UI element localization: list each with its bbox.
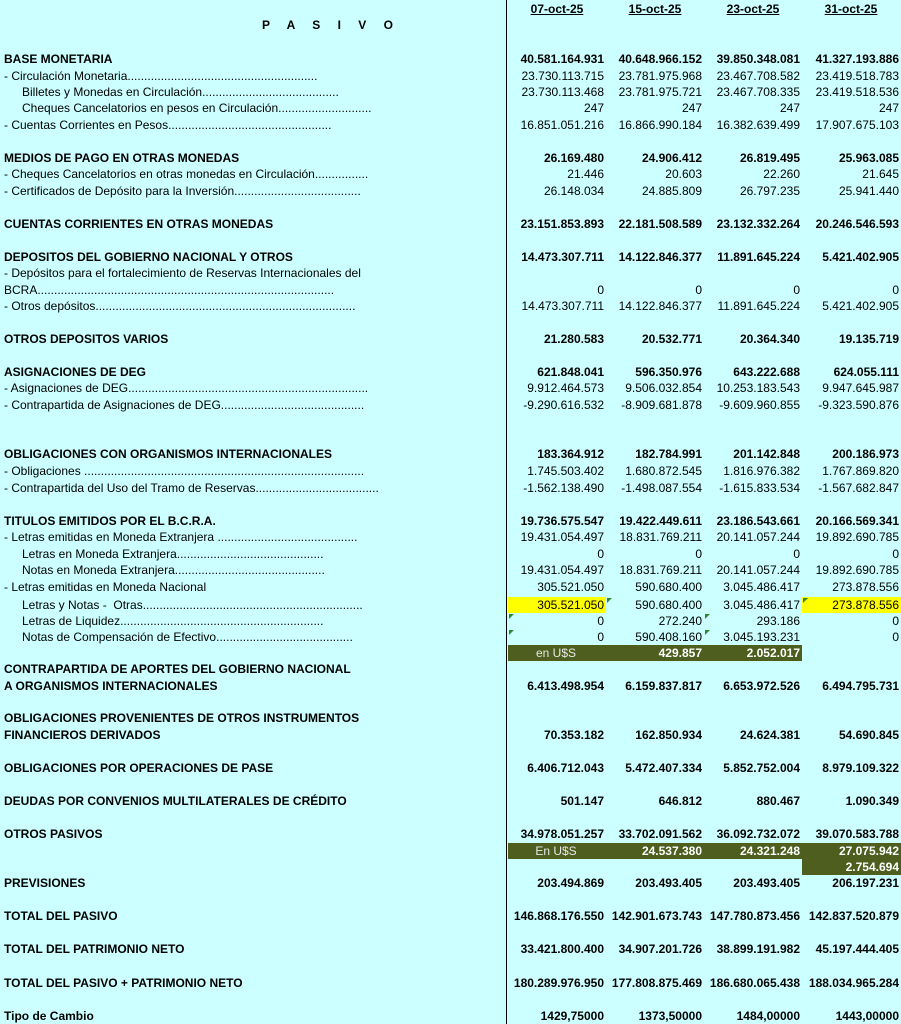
row-label: OBLIGACIONES CON ORGANISMOS INTERNACIONALES [4,447,333,461]
value-cell: 9.912.464.573 [527,381,604,395]
table-row [0,579,901,595]
value-cell: 14.473.307.711 [521,299,604,313]
usd-band-1 [0,645,901,661]
row-label: - Obligaciones .................................................................................... [4,464,365,478]
usd-band-value: 24.321.248 [704,843,802,859]
row-label: Billetes y Monedas en Circulación......................................... [22,85,339,99]
row-label: - Letras emitidas en Moneda Extranjera .......................................... [4,530,358,544]
value-cell: 23.186.543.661 [716,514,800,528]
value-cell: 20.364.340 [739,332,800,346]
row-label: CONTRAPARTIDA DE APORTES DEL GOBIERNO NACIONAL [4,662,351,676]
value-cell: 10.253.183.543 [716,381,800,395]
value-cell: 247 [681,101,702,115]
value-cell [802,265,901,281]
value-cell: 19.892.690.785 [815,563,899,577]
value-cell: 0 [597,547,604,561]
value-cell: 0 [793,547,800,561]
value-cell: 40.648.966.152 [618,52,702,66]
table-row [0,183,901,199]
value-cell: 24.885.809 [641,184,702,198]
value-cell [508,265,606,281]
value-cell: 16.382.639.499 [716,118,800,132]
value-cell [508,710,606,726]
value-cell: 19.431.054.497 [520,530,604,544]
value-cell: 24.624.381 [739,728,800,742]
value-cell: 3.045.486.417 [723,580,800,594]
value-cell: 624.055.111 [833,365,899,379]
usd-band-value: 2.052.017 [704,645,802,661]
table-row [0,446,901,462]
value-cell: 6.653.972.526 [723,679,800,693]
value-cell: 1.090.349 [845,794,899,808]
usd-band-label: en U$S [508,645,606,661]
value-cell: 1373,50000 [638,1009,702,1023]
value-cell [508,661,606,677]
table-row [0,629,901,645]
table-row [0,51,901,67]
value-cell: 501.147 [560,794,604,808]
value-cell: 247 [878,101,899,115]
row-label: PREVISIONES [4,876,86,890]
value-cell: 203.494.869 [537,876,604,890]
value-cell: 19.135.719 [838,332,899,346]
value-cell: 0 [892,614,899,628]
table-row [0,661,901,677]
table-row [0,1008,901,1024]
row-label: - Depósitos para el fortalecimiento de Reservas Internacionales del [4,266,361,280]
row-label: ASIGNACIONES DE DEG [4,365,147,379]
value-cell: 1.767.869.820 [822,464,899,478]
value-cell: 19.431.054.497 [520,563,604,577]
value-cell: 21.645 [862,167,899,181]
value-cell [606,710,704,726]
value-cell: 1429,75000 [540,1009,604,1023]
value-cell: 142.901.673.743 [611,909,702,923]
value-cell: 142.837.520.879 [808,909,899,923]
value-cell: 0 [695,283,702,297]
value-cell: 5.472.407.334 [625,761,702,775]
row-label: - Circulación Monetaria......................................................... [4,69,318,83]
table-row [0,597,901,613]
value-cell: 18.831.769.211 [619,563,702,577]
usd-band-value: 27.075.942 [802,843,901,859]
value-cell: 0 [508,613,606,629]
value-cell [606,265,704,281]
value-cell: 39.850.348.081 [716,52,800,66]
row-label: - Certificados de Depósito para la Inversión...................................... [4,184,361,198]
value-cell: 23.151.853.893 [520,217,604,231]
value-cell: 6.406.712.043 [527,761,604,775]
value-cell: 14.473.307.711 [521,250,604,264]
date-header: 15-oct-25 [628,2,682,16]
sheet-title: P A S I V O [262,18,400,32]
table-row [0,249,901,265]
row-label: OTROS DEPOSITOS VARIOS [4,332,169,346]
value-cell: 180.289.976.950 [513,976,604,990]
table-row [0,546,901,562]
value-cell: 23.132.332.264 [716,217,800,231]
row-label: TOTAL DEL PASIVO + PATRIMONIO NETO [4,976,243,990]
value-cell: 20.166.569.341 [815,514,899,528]
value-cell: 0 [597,283,604,297]
table-row [0,562,901,578]
value-cell: 177.808.875.469 [611,976,702,990]
row-label: Letras de Liquidez............................................................. [22,614,324,628]
value-cell: 880.467 [756,794,800,808]
value-cell: 5.421.402.905 [822,299,899,313]
row-label: OBLIGACIONES PROVENIENTES DE OTROS INSTRUMENTOS [4,711,360,725]
value-cell: 643.222.688 [733,365,800,379]
date-header: 31-oct-25 [824,2,878,16]
table-row [0,826,901,842]
value-cell: 0 [793,283,800,297]
row-label: TOTAL DEL PATRIMONIO NETO [4,942,185,956]
value-cell: 26.797.235 [739,184,800,198]
table-row [0,282,901,298]
table-row [0,298,901,314]
value-cell: 273.878.556 [832,580,899,594]
value-cell: 1.745.503.402 [527,464,604,478]
value-cell: 19.736.575.547 [520,514,604,528]
value-cell: -1.562.138.490 [523,481,604,495]
value-cell: 14.122.846.377 [618,250,702,264]
row-label: - Otros depósitos.............................................................................. [4,299,356,313]
value-cell: 14.122.846.377 [618,299,702,313]
value-cell: 16.866.990.184 [618,118,702,132]
value-cell: 20.532.771 [641,332,702,346]
value-cell: 1.816.976.382 [723,464,800,478]
value-cell: 70.353.182 [543,728,604,742]
row-label: - Letras emitidas en Moneda Nacional [4,580,207,594]
table-row [0,793,901,809]
value-cell: 590.680.400 [635,580,702,594]
value-cell: -1.498.087.554 [621,481,702,495]
value-cell [704,661,802,677]
row-label: Letras en Moneda Extranjera............................................ [22,547,324,561]
row-label: BCRA......................................................................................... [4,283,335,297]
value-cell: 182.784.991 [635,447,702,461]
usd-band-value: 429.857 [606,645,704,661]
value-cell: 20.603 [665,167,702,181]
value-cell: 206.197.231 [832,876,899,890]
value-cell: 0 [508,629,606,645]
value-cell: 23.730.113.468 [521,85,604,99]
value-cell: 186.680.065.438 [709,976,800,990]
row-label: Notas en Moneda Extranjera............................................. [22,563,325,577]
date-header: 07-oct-25 [530,2,584,16]
usd-band-2 [0,843,901,859]
value-cell [802,710,901,726]
value-cell: 17.907.675.103 [815,118,899,132]
value-cell: 23.730.113.715 [521,69,604,83]
table-row [0,84,901,100]
row-label: - Cuentas Corrientes en Pesos................................................. [4,118,332,132]
value-cell: 23.467.708.582 [716,69,800,83]
value-cell: 5.852.752.004 [723,761,800,775]
value-cell: -1.615.833.534 [719,481,800,495]
row-label: Letras y Notas - Otras.................................................................. [22,598,363,612]
row-label: MEDIOS DE PAGO EN OTRAS MONEDAS [4,151,240,165]
value-cell: -9.609.960.855 [719,398,800,412]
row-label: FINANCIEROS DERIVADOS [4,728,161,742]
value-cell: 146.868.176.550 [513,909,604,923]
value-cell: 39.070.583.788 [815,827,899,841]
table-row [0,380,901,396]
row-label: DEUDAS POR CONVENIOS MULTILATERALES DE CRÉDITO [4,794,347,808]
usd-band-value: 24.537.380 [606,843,704,859]
table-row [0,480,901,496]
table-row [0,166,901,182]
value-cell: 147.780.873.456 [709,909,800,923]
table-row [0,908,901,924]
value-cell: 9.947.645.987 [822,381,899,395]
row-label: - Asignaciones de DEG........................................................................ [4,381,369,395]
value-cell: -1.567.682.847 [818,481,899,495]
row-label: CUENTAS CORRIENTES EN OTRAS MONEDAS [4,217,274,231]
table-row [0,463,901,479]
value-cell [802,661,901,677]
value-cell: 24.906.412 [641,151,702,165]
table-row [0,216,901,232]
value-cell: 1.680.872.545 [625,464,702,478]
value-cell: 20.141.057.244 [716,563,800,577]
value-cell: 23.781.975.968 [618,69,702,83]
value-cell: 16.851.051.216 [520,118,604,132]
value-cell: 621.848.041 [537,365,604,379]
value-cell: 646.812 [658,794,702,808]
table-row [0,941,901,957]
table-row [0,150,901,166]
value-cell: 201.142.848 [733,447,800,461]
value-cell: 11.891.645.224 [717,250,800,264]
value-cell: 1484,00000 [736,1009,800,1023]
value-cell: 6.159.837.817 [625,679,702,693]
value-cell: 0 [892,283,899,297]
value-cell: 183.364.912 [537,447,604,461]
value-cell: 26.819.495 [739,151,800,165]
value-cell: 23.467.708.335 [716,85,800,99]
value-cell: 33.702.091.562 [618,827,702,841]
value-cell: -9.323.590.876 [818,398,899,412]
table-row [0,68,901,84]
value-cell: 272.240 [658,614,702,628]
table-row [0,727,901,743]
table-row [0,100,901,116]
table-row [0,364,901,380]
value-cell: 200.186.973 [832,447,899,461]
row-label: BASE MONETARIA [4,52,113,66]
value-cell: 188.034.965.284 [808,976,899,990]
value-cell: 41.327.193.886 [815,52,899,66]
value-cell: -9.290.616.532 [523,398,604,412]
value-cell: 23.781.975.721 [618,85,702,99]
table-row [0,678,901,694]
value-cell: -8.909.681.878 [621,398,702,412]
value-cell: 54.690.845 [838,728,899,742]
table-row [0,760,901,776]
table-row [0,265,901,281]
table-row [0,397,901,413]
value-cell [704,265,802,281]
table-row [0,331,901,347]
value-cell: 22.260 [763,167,800,181]
table-row [0,613,901,629]
row-label: OTROS PASIVOS [4,827,103,841]
value-cell: 305.521.050 [537,580,604,594]
usd-band-value: 2.754.694 [802,859,901,875]
value-cell: 0 [695,547,702,561]
row-label: Cheques Cancelatorios en pesos en Circulación............................ [22,101,372,115]
value-cell: 590.680.400 [606,597,704,613]
value-cell: 34.907.201.726 [618,942,702,956]
value-cell: 0 [892,547,899,561]
row-label: - Contrapartida del Uso del Tramo de Reservas..................................... [4,481,379,495]
value-cell: 9.506.032.854 [625,381,702,395]
value-cell: 203.493.405 [733,876,800,890]
usd-band-label: En U$S [508,843,606,859]
value-cell: 273.878.556 [802,597,901,613]
value-cell: 26.169.480 [543,151,604,165]
value-cell: 293.186 [704,613,802,629]
value-cell: 11.891.645.224 [717,299,800,313]
table-row [0,710,901,726]
value-cell: 18.831.769.211 [619,530,702,544]
table-row [0,513,901,529]
table-row [0,875,901,891]
value-cell [606,661,704,677]
value-cell: 22.181.508.589 [618,217,702,231]
value-cell: 20.141.057.244 [716,530,800,544]
value-cell: 8.979.109.322 [822,761,899,775]
value-cell: 19.892.690.785 [815,530,899,544]
row-label: OBLIGACIONES POR OPERACIONES DE PASE [4,761,274,775]
value-cell: 25.941.440 [838,184,899,198]
value-cell: 21.280.583 [543,332,604,346]
date-header: 23-oct-25 [726,2,780,16]
value-cell: 6.494.795.731 [822,679,899,693]
value-cell: 1443,00000 [835,1009,899,1023]
value-cell: 34.978.051.257 [520,827,604,841]
value-cell: 20.246.546.593 [815,217,899,231]
value-cell: 6.413.498.954 [527,679,604,693]
row-label: - Cheques Cancelatorios en otras monedas en Circulación................ [4,167,369,181]
value-cell: 590.408.160 [635,630,702,644]
value-cell: 5.421.402.905 [822,250,899,264]
value-cell: 247 [779,101,800,115]
value-cell: 36.092.732.072 [716,827,800,841]
table-row [0,117,901,133]
row-label: Notas de Compensación de Efectivo......................................... [22,630,353,644]
table-row [0,529,901,545]
value-cell: 38.899.191.982 [716,942,800,956]
row-label: TOTAL DEL PASIVO [4,909,118,923]
value-cell: 596.350.976 [635,365,702,379]
value-cell: 33.421.800.400 [520,942,604,956]
row-label: Tipo de Cambio [4,1009,94,1023]
value-cell: 40.581.164.931 [520,52,604,66]
value-cell: 45.197.444.405 [815,942,899,956]
value-cell: 19.422.449.611 [619,514,702,528]
row-label: TITULOS EMITIDOS POR EL B.C.R.A. [4,514,216,528]
usd-band-2-extra [0,859,901,875]
value-cell: 21.446 [567,167,604,181]
value-cell: 25.963.085 [838,151,899,165]
table-row [0,975,901,991]
value-cell: 3.045.486.417 [723,598,800,612]
value-cell: 305.521.050 [508,597,606,613]
row-label: A ORGANISMOS INTERNACIONALES [4,679,218,693]
value-cell: 23.419.518.783 [815,69,899,83]
value-cell: 26.148.034 [543,184,604,198]
value-cell: 23.419.518.536 [815,85,899,99]
value-cell: 0 [892,630,899,644]
value-cell: 3.045.193.231 [704,629,802,645]
row-label: DEPOSITOS DEL GOBIERNO NACIONAL Y OTROS [4,250,293,264]
value-cell: 247 [583,101,604,115]
value-cell: 203.493.405 [635,876,702,890]
row-label: - Contrapartida de Asignaciones de DEG........................................... [4,398,365,412]
value-cell: 162.850.934 [635,728,702,742]
value-cell [704,710,802,726]
